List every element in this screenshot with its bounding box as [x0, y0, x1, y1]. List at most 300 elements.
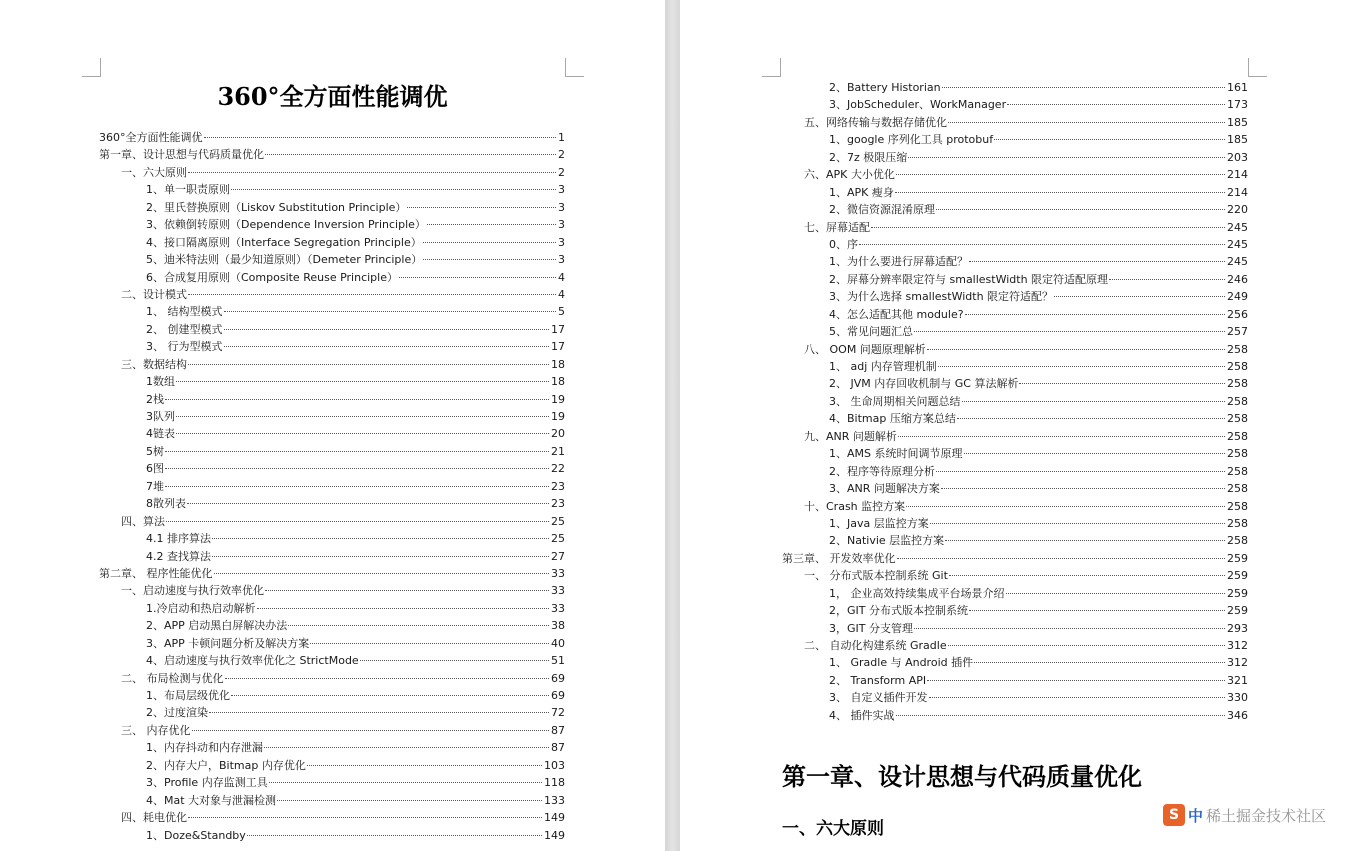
toc-entry-title: 2、内存大户，Bitmap 内存优化 — [146, 758, 306, 772]
toc-page-number: 149 — [544, 828, 565, 842]
table-of-contents-right — [782, 79, 1248, 724]
toc-entry-title: 四、算法 — [121, 514, 165, 528]
toc-page-number: 258 — [1227, 342, 1248, 356]
toc-entry[interactable] — [99, 722, 565, 739]
toc-page-number: 149 — [544, 811, 565, 825]
toc-page-number: 257 — [1227, 325, 1248, 339]
toc-entry-title: 四、耗电优化 — [121, 811, 187, 825]
page-gutter — [665, 0, 680, 851]
toc-entry-title: 3、 行为型模式 — [146, 340, 223, 354]
toc-entry[interactable] — [99, 652, 565, 669]
toc-entry[interactable] — [782, 532, 1248, 549]
toc-page-number: 259 — [1227, 586, 1248, 600]
toc-leader-dots — [310, 643, 549, 644]
toc-page-number: 330 — [1227, 691, 1248, 705]
toc-leader-dots — [192, 730, 550, 731]
toc-page-number: 258 — [1227, 482, 1248, 496]
toc-entry[interactable] — [99, 356, 565, 373]
toc-entry[interactable] — [782, 707, 1248, 724]
toc-page-number: 312 — [1227, 656, 1248, 670]
toc-leader-dots — [231, 189, 556, 190]
margin-corner-mark — [565, 58, 584, 77]
toc-leader-dots — [969, 261, 1225, 262]
toc-entry-title: 4.2 查找算法 — [146, 549, 211, 563]
toc-leader-dots — [176, 416, 549, 417]
toc-page-number: 258 — [1227, 429, 1248, 443]
toc-leader-dots — [969, 610, 1225, 611]
toc-leader-dots — [929, 697, 1226, 698]
toc-entry[interactable] — [782, 637, 1248, 654]
toc-page-number: 19 — [551, 410, 565, 423]
toc-leader-dots — [914, 628, 1225, 629]
section-heading: 一、六大原则 — [782, 819, 884, 839]
toc-leader-dots — [188, 172, 556, 173]
toc-leader-dots — [949, 575, 1225, 576]
toc-page-number: 258 — [1227, 464, 1248, 478]
toc-leader-dots — [188, 294, 556, 295]
toc-entry-title: 2、里氏替换原则（Liskov Substitution Principle） — [146, 200, 407, 214]
toc-page-number: 69 — [551, 671, 565, 685]
toc-page-number: 2 — [558, 165, 565, 179]
toc-leader-dots — [224, 346, 550, 347]
toc-page-number: 103 — [544, 758, 565, 772]
toc-entry[interactable] — [782, 463, 1248, 480]
toc-page-number: 51 — [551, 654, 565, 668]
toc-entry-title: 2、APP 启动黑白屏解决办法 — [146, 619, 288, 633]
toc-entry[interactable] — [782, 498, 1248, 515]
toc-page-number: 258 — [1227, 412, 1248, 426]
toc-page-number: 33 — [551, 584, 565, 598]
toc-entry-title: 2，GIT 分布式版本控制系统 — [829, 604, 968, 618]
toc-entry-title: 1、单一职责原则 — [146, 183, 230, 197]
toc-page-number: 38 — [551, 619, 565, 633]
toc-entry[interactable] — [99, 582, 565, 599]
toc-leader-dots — [257, 608, 550, 609]
toc-leader-dots — [927, 349, 1225, 350]
toc-entry-title: 3、JobScheduler、WorkManager — [829, 98, 1007, 112]
toc-leader-dots — [965, 314, 1225, 315]
toc-entry-title: 一、启动速度与执行效率优化 — [121, 584, 264, 598]
toc-page-number: 72 — [551, 706, 565, 720]
toc-entry-title: 4、Bitmap 压缩方案总结 — [829, 412, 956, 426]
toc-entry-title: 4、怎么适配其他 module? — [829, 307, 964, 321]
toc-entry-title: 4、Mat 大对象与泄漏检测 — [146, 793, 277, 807]
toc-leader-dots — [187, 503, 549, 504]
toc-page-number: 293 — [1227, 621, 1248, 635]
document-title: 360°全方面性能调优 — [217, 82, 448, 111]
toc-entry[interactable] — [99, 286, 565, 303]
toc-leader-dots — [957, 418, 1225, 419]
toc-entry-title: 二、 布局检测与优化 — [121, 671, 224, 685]
toc-leader-dots — [423, 242, 556, 243]
toc-leader-dots — [898, 436, 1225, 437]
toc-entry[interactable] — [782, 445, 1248, 462]
toc-entry-title: 3、Profile 内存监测工具 — [146, 776, 268, 790]
toc-leader-dots — [212, 556, 549, 557]
toc-entry-title: 1、google 序列化工具 protobuf — [829, 133, 994, 147]
margin-corner-mark — [762, 58, 781, 77]
table-of-contents-left — [99, 129, 565, 844]
toc-leader-dots — [176, 433, 549, 434]
toc-leader-dots — [214, 573, 550, 574]
toc-entry[interactable] — [782, 271, 1248, 288]
toc-entry[interactable] — [782, 585, 1248, 602]
toc-entry[interactable] — [99, 704, 565, 721]
toc-entry-title: 1， 企业高效持续集成平台场景介绍 — [829, 586, 1005, 600]
margin-corner-mark — [82, 58, 101, 77]
toc-page-number: 4 — [558, 287, 565, 301]
toc-leader-dots — [209, 712, 549, 713]
toc-entry-title: 2、Nativie 层监控方案 — [829, 534, 945, 548]
toc-entry-title: 5、迪米特法则（最少知道原则）（Demeter Principle） — [146, 253, 423, 267]
toc-leader-dots — [962, 401, 1226, 402]
toc-leader-dots — [896, 174, 1225, 175]
toc-page-number: 312 — [1227, 639, 1248, 652]
toc-leader-dots — [360, 660, 549, 661]
toc-leader-dots — [264, 747, 549, 748]
toc-entry[interactable] — [782, 341, 1248, 358]
toc-page-number: 20 — [551, 427, 565, 441]
toc-entry-title: 2、7z 极限压缩 — [829, 150, 908, 164]
toc-page-number: 258 — [1227, 394, 1248, 408]
toc-entry[interactable] — [782, 166, 1248, 183]
toc-entry[interactable] — [782, 550, 1248, 567]
toc-entry-title: 二、设计模式 — [121, 287, 187, 301]
toc-entry[interactable] — [782, 79, 1248, 96]
toc-leader-dots — [176, 381, 549, 382]
toc-page-number: 87 — [551, 723, 565, 737]
toc-entry[interactable] — [99, 478, 565, 495]
toc-entry-title: 第三章、 开发效率优化 — [782, 551, 896, 565]
toc-entry[interactable] — [99, 303, 565, 320]
toc-entry-title: 2、 创建型模式 — [146, 322, 223, 336]
toc-entry[interactable] — [99, 530, 565, 547]
toc-page-number: 256 — [1227, 307, 1248, 321]
toc-entry-title: 2、屏幕分辨率限定符与 smallestWidth 限定符适配原理 — [829, 272, 1109, 286]
toc-entry[interactable] — [99, 513, 565, 530]
toc-page-number: 1 — [558, 131, 565, 144]
toc-entry[interactable] — [782, 602, 1248, 619]
toc-entry-title: 7堆 — [146, 479, 164, 493]
toc-page-number: 220 — [1227, 203, 1248, 217]
toc-leader-dots — [188, 364, 549, 365]
toc-page-number: 27 — [551, 549, 565, 563]
toc-entry[interactable] — [99, 600, 565, 617]
toc-page-number: 25 — [551, 514, 565, 528]
site-watermark — [1163, 800, 1345, 830]
toc-page-number: 185 — [1227, 133, 1248, 147]
toc-page-number: 22 — [551, 462, 565, 476]
toc-leader-dots — [948, 122, 1225, 123]
toc-entry[interactable] — [782, 184, 1248, 201]
toc-entry[interactable] — [99, 269, 565, 286]
toc-entry-title: 4、 插件实战 — [829, 708, 895, 722]
toc-entry-title: 3、ANR 问题解决方案 — [829, 482, 940, 496]
toc-page-number: 69 — [551, 689, 565, 702]
toc-entry-title: 4、启动速度与执行效率优化之 StrictMode — [146, 654, 359, 668]
toc-entry-title: 6、合成复用原则（Composite Reuse Principle） — [146, 270, 398, 284]
toc-entry[interactable] — [99, 443, 565, 460]
toc-entry-title: 3、依赖倒转原则（Dependence Inversion Principle） — [146, 218, 426, 232]
input-method-icon: 中 — [1188, 806, 1204, 825]
toc-page-number: 246 — [1227, 272, 1248, 286]
toc-leader-dots — [225, 678, 550, 679]
toc-entry-title: 1、Java 层监控方案 — [829, 516, 929, 530]
toc-page-number: 3 — [558, 235, 565, 249]
toc-entry[interactable] — [99, 391, 565, 408]
toc-entry[interactable] — [782, 288, 1248, 305]
toc-entry[interactable] — [99, 460, 565, 477]
toc-page-number: 87 — [551, 741, 565, 755]
toc-entry-title: 3、为什么选择 smallestWidth 限定符适配？ — [829, 290, 1054, 304]
toc-entry[interactable] — [782, 375, 1248, 392]
toc-entry[interactable] — [99, 234, 565, 251]
toc-entry-title: 1、布局层级优化 — [146, 689, 230, 702]
toc-entry[interactable] — [99, 164, 565, 181]
toc-entry[interactable] — [782, 323, 1248, 340]
toc-entry-title: 1、内存抖动和内存泄漏 — [146, 741, 263, 755]
toc-page-number: 214 — [1227, 168, 1248, 182]
toc-entry-title: 3，GIT 分支管理 — [829, 621, 913, 635]
toc-leader-dots — [859, 244, 1225, 245]
toc-entry[interactable] — [782, 567, 1248, 584]
toc-entry[interactable] — [99, 739, 565, 756]
toc-entry-title: 4.1 排序算法 — [146, 532, 211, 546]
toc-entry-title: 1、为什么要进行屏幕适配？ — [829, 255, 968, 269]
toc-page-number: 2 — [558, 148, 565, 162]
toc-entry[interactable] — [99, 199, 565, 216]
toc-entry-title: 1数组 — [146, 375, 175, 389]
toc-leader-dots — [994, 139, 1225, 140]
toc-leader-dots — [948, 645, 1225, 646]
toc-entry-title: 第二章、 程序性能优化 — [99, 566, 213, 580]
toc-entry[interactable] — [782, 410, 1248, 427]
toc-entry[interactable] — [782, 620, 1248, 637]
toc-leader-dots — [1109, 279, 1225, 280]
toc-page-number: 259 — [1227, 551, 1248, 565]
toc-entry[interactable] — [782, 689, 1248, 706]
toc-entry[interactable] — [782, 654, 1248, 671]
toc-entry[interactable] — [99, 548, 565, 565]
toc-entry-title: 1.冷启动和热启动解析 — [146, 601, 256, 615]
toc-leader-dots — [1007, 104, 1225, 105]
toc-leader-dots — [269, 782, 542, 783]
toc-entry[interactable] — [782, 480, 1248, 497]
toc-entry[interactable] — [99, 373, 565, 390]
toc-entry[interactable] — [99, 146, 565, 163]
toc-leader-dots — [974, 662, 1225, 663]
toc-page-number: 19 — [551, 392, 565, 406]
toc-page-number: 258 — [1227, 447, 1248, 461]
toc-leader-dots — [165, 468, 549, 469]
toc-page-number: 259 — [1227, 604, 1248, 618]
toc-entry[interactable] — [782, 96, 1248, 113]
toc-entry-title: 1、 Gradle 与 Android 插件 — [829, 656, 974, 670]
toc-entry-title: 3、APP 卡顿问题分析及解决方案 — [146, 636, 310, 650]
toc-entry-title: 5树 — [146, 444, 164, 458]
toc-entry[interactable] — [99, 181, 565, 198]
toc-page-number: 3 — [558, 218, 565, 232]
toc-page-number: 25 — [551, 532, 565, 546]
toc-entry[interactable] — [99, 757, 565, 774]
toc-leader-dots — [906, 506, 1225, 507]
toc-entry-title: 1、 adj 内存管理机制 — [829, 360, 937, 373]
toc-leader-dots — [1006, 593, 1226, 594]
toc-page-number: 23 — [551, 479, 565, 493]
toc-page-number: 203 — [1227, 150, 1248, 164]
toc-leader-dots — [247, 835, 542, 836]
toc-entry[interactable] — [782, 428, 1248, 445]
toc-entry[interactable] — [99, 792, 565, 809]
toc-leader-dots — [407, 207, 556, 208]
toc-entry[interactable] — [99, 251, 565, 268]
toc-entry[interactable] — [99, 495, 565, 512]
toc-entry[interactable] — [99, 338, 565, 355]
toc-entry[interactable] — [782, 515, 1248, 532]
toc-entry-title: 4、接口隔离原则（Interface Segregation Principle） — [146, 235, 422, 249]
toc-leader-dots — [964, 453, 1226, 454]
toc-entry-title: 8散列表 — [146, 497, 186, 511]
toc-page-number: 17 — [551, 322, 565, 336]
toc-page-number: 214 — [1227, 185, 1248, 199]
toc-page-number: 249 — [1227, 290, 1248, 304]
toc-leader-dots — [896, 715, 1226, 716]
toc-entry[interactable] — [99, 408, 565, 425]
toc-leader-dots — [188, 817, 542, 818]
toc-entry[interactable] — [782, 358, 1248, 375]
toc-page-number: 245 — [1227, 255, 1248, 269]
toc-entry[interactable] — [782, 219, 1248, 236]
toc-leader-dots — [166, 521, 549, 522]
toc-entry-title: 2、微信资源混淆原理 — [829, 203, 935, 217]
toc-page-number: 3 — [558, 183, 565, 197]
toc-entry[interactable] — [99, 565, 565, 582]
toc-page-number: 258 — [1227, 377, 1248, 391]
toc-entry[interactable] — [782, 672, 1248, 689]
toc-page-number: 33 — [551, 566, 565, 580]
toc-entry-title: 八、 OOM 问题原理解析 — [804, 342, 926, 356]
toc-entry[interactable] — [782, 114, 1248, 131]
toc-entry-title: 2、 JVM 内存回收机制与 GC 算法解析 — [829, 377, 1019, 391]
toc-entry[interactable] — [782, 393, 1248, 410]
toc-leader-dots — [399, 277, 556, 278]
toc-entry[interactable] — [99, 670, 565, 687]
toc-leader-dots — [423, 259, 556, 260]
toc-page-number: 118 — [544, 776, 565, 790]
toc-entry-title: 七、屏幕适配 — [804, 220, 870, 234]
toc-page-number: 33 — [551, 601, 565, 615]
toc-leader-dots — [165, 451, 549, 452]
toc-entry-title: 0、序 — [829, 237, 858, 251]
toc-entry-title: 2栈 — [146, 392, 164, 406]
toc-entry-title: 1、AMS 系统时间调节原理 — [829, 447, 963, 461]
toc-leader-dots — [277, 800, 542, 801]
toc-leader-dots — [897, 558, 1226, 559]
toc-entry[interactable] — [782, 236, 1248, 253]
toc-page-number: 4 — [558, 270, 565, 284]
toc-entry[interactable] — [99, 321, 565, 338]
toc-page-number: 21 — [551, 444, 565, 458]
toc-page-number: 173 — [1227, 98, 1248, 112]
toc-leader-dots — [936, 471, 1225, 472]
toc-leader-dots — [165, 486, 549, 487]
toc-entry[interactable] — [99, 687, 565, 704]
toc-entry-title: 3、 自定义插件开发 — [829, 691, 928, 705]
toc-entry[interactable] — [99, 617, 565, 634]
toc-entry[interactable] — [782, 306, 1248, 323]
toc-leader-dots — [1054, 296, 1225, 297]
toc-page-number: 321 — [1227, 673, 1248, 687]
toc-entry[interactable] — [99, 827, 565, 844]
toc-leader-dots — [938, 366, 1225, 367]
toc-entry-title: 5、常见问题汇总 — [829, 325, 913, 339]
toc-entry-title: 一、六大原则 — [121, 165, 187, 179]
toc-entry-title: 2、过度渲染 — [146, 706, 208, 720]
toc-entry-title: 2、 Transform API — [829, 673, 927, 687]
toc-leader-dots — [945, 540, 1225, 541]
toc-leader-dots — [930, 523, 1225, 524]
toc-entry-title: 五、网络传输与数据存储优化 — [804, 115, 947, 129]
toc-page-number: 40 — [551, 636, 565, 650]
toc-page-number: 133 — [544, 793, 565, 807]
toc-page-number: 245 — [1227, 220, 1248, 234]
chapter-heading: 第一章、设计思想与代码质量优化 — [782, 762, 1142, 791]
toc-leader-dots — [165, 399, 549, 400]
toc-leader-dots — [871, 227, 1225, 228]
toc-leader-dots — [936, 209, 1225, 210]
toc-entry-title: 360°全方面性能调优 — [99, 131, 203, 144]
toc-entry[interactable] — [99, 425, 565, 442]
toc-entry[interactable] — [99, 774, 565, 791]
toc-entry-title: 十、Crash 监控方案 — [804, 499, 906, 513]
toc-page-number: 185 — [1227, 115, 1248, 129]
toc-page-number: 5 — [558, 305, 565, 319]
toc-entry-title: 九、ANR 问题解析 — [804, 429, 897, 443]
toc-entry-title: 1、 结构型模式 — [146, 305, 223, 319]
toc-entry[interactable] — [99, 809, 565, 826]
toc-page-number: 258 — [1227, 360, 1248, 373]
toc-page-number: 161 — [1227, 81, 1248, 94]
toc-entry-title: 2、Battery Historian — [829, 81, 941, 94]
brand-logo-icon: S — [1163, 804, 1185, 826]
toc-leader-dots — [895, 192, 1225, 193]
toc-entry[interactable] — [782, 131, 1248, 148]
toc-page-number: 346 — [1227, 708, 1248, 722]
watermark-text: 稀土掘金技术社区 — [1206, 806, 1327, 825]
toc-leader-dots — [307, 765, 542, 766]
toc-leader-dots — [204, 137, 557, 138]
toc-leader-dots — [1019, 383, 1225, 384]
toc-page-number: 17 — [551, 340, 565, 354]
toc-entry-title: 一、 分布式版本控制系统 Git — [804, 569, 948, 583]
toc-entry-title: 1、APK 瘦身 — [829, 185, 894, 199]
toc-leader-dots — [265, 154, 556, 155]
toc-entry[interactable] — [99, 635, 565, 652]
toc-entry[interactable] — [782, 149, 1248, 166]
toc-page-number: 3 — [558, 200, 565, 214]
toc-entry[interactable] — [782, 253, 1248, 270]
toc-entry[interactable] — [782, 201, 1248, 218]
toc-leader-dots — [265, 590, 549, 591]
toc-leader-dots — [224, 329, 550, 330]
toc-entry[interactable] — [99, 216, 565, 233]
toc-leader-dots — [231, 695, 549, 696]
toc-leader-dots — [212, 538, 549, 539]
toc-page-number: 3 — [558, 253, 565, 267]
toc-entry[interactable] — [99, 129, 565, 146]
toc-page-number: 23 — [551, 497, 565, 511]
toc-entry-title: 二、 自动化构建系统 Gradle — [804, 639, 947, 652]
